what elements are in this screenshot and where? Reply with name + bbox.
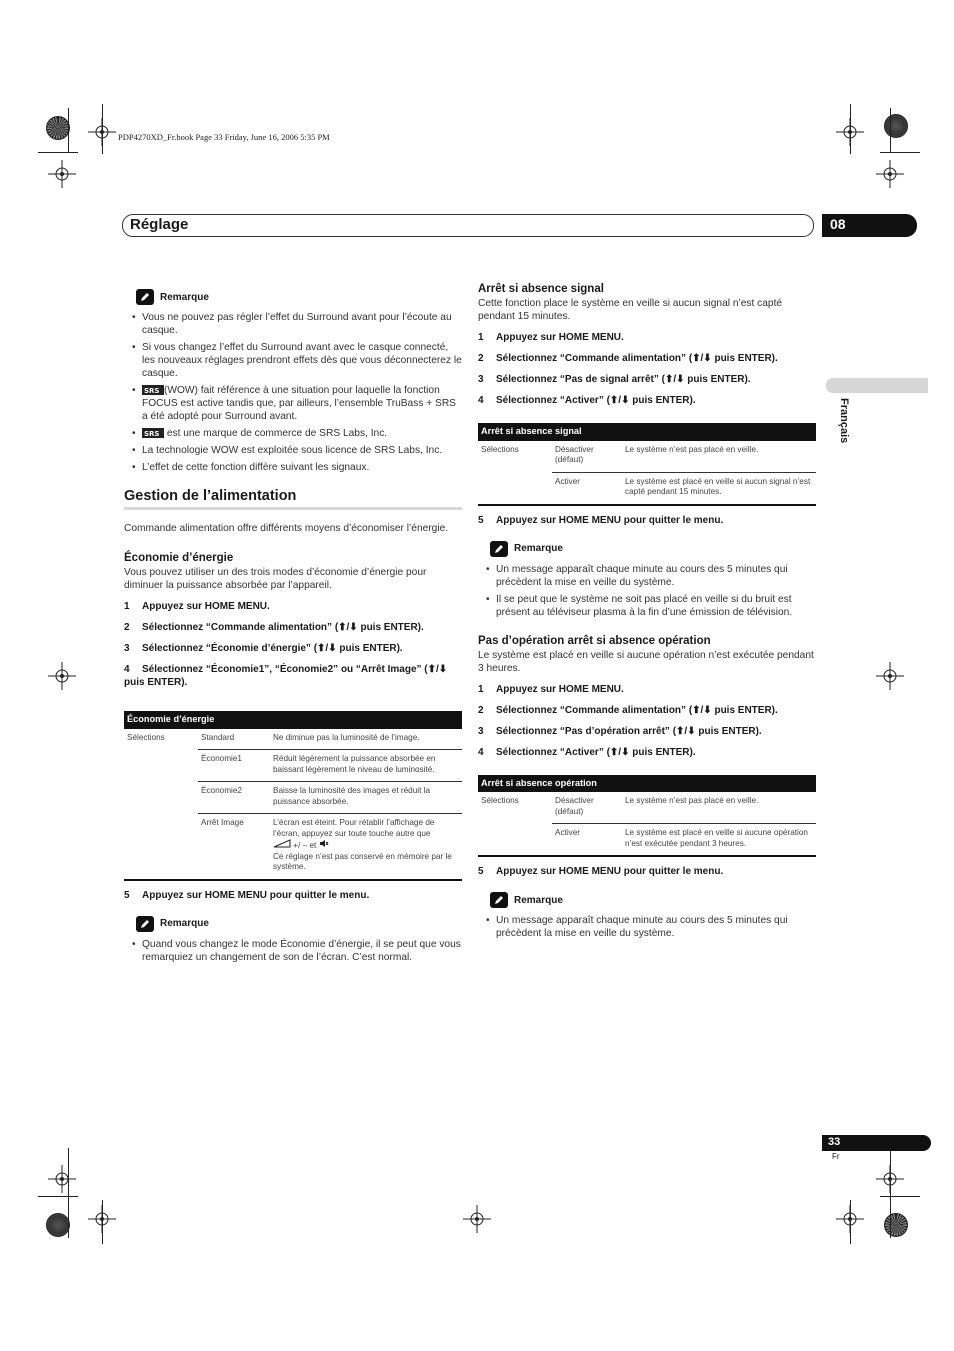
- table-cell: Désactiver (défaut): [555, 444, 594, 464]
- step-item: 5 Appuyez sur HOME MENU pour quitter le menu.: [478, 866, 724, 877]
- section-title: Gestion de l’alimentation: [124, 490, 462, 510]
- list-item: • Quand vous changez le mode Économie d’énergie, il se peut que vous remarquiez un changement de son de l’écran. C’est normal.: [124, 938, 462, 964]
- subsection-intro: Vous pouvez utiliser un des trois modes d’économie d’énergie pour diminuer la puissance absorbée par l’appareil.: [124, 567, 427, 591]
- crosshair-icon: [876, 160, 904, 188]
- list-item: • Vous ne pouvez pas régler l’effet du Surround avant pour l’écoute au casque.: [124, 311, 462, 337]
- table-cell: Économie2: [198, 782, 270, 814]
- settings-table: [478, 423, 816, 506]
- note-title: Remarque: [514, 543, 563, 554]
- page-number: 33: [822, 1135, 931, 1151]
- table-cell: Ne diminue pas la luminosité de l’image.: [273, 732, 420, 742]
- svg-text:SRS: • SRS: [144, 387, 160, 396]
- pencil-note-icon: [136, 289, 154, 305]
- table-cell: Baisse la luminosité des images et réduit la puissance absorbée.: [270, 782, 462, 814]
- table-header: Arrêt si absence opération: [478, 775, 816, 793]
- right-column: [478, 283, 816, 944]
- steps-list: [478, 514, 816, 527]
- steps-list: [478, 331, 816, 407]
- table-header: Arrêt si absence signal: [478, 423, 816, 441]
- step-item: 2 Sélectionnez “Commande alimentation” (⬆/⬇ puis ENTER).: [478, 353, 778, 364]
- note-title: Remarque: [514, 894, 563, 906]
- language-label: Français: [838, 398, 850, 444]
- registration-disc-icon: [46, 1213, 70, 1237]
- list-item: • SRS (WOW) fait référence à une situation pour laquelle la fonction FOCUS est active tandis que, par ailleurs, l’ensemble TruBass + SRS a été adopté pour Surround avant.: [124, 384, 462, 423]
- step-item: 3 Sélectionnez “Économie d’énergie” (⬆/⬇ puis ENTER).: [124, 643, 403, 654]
- note-list: [478, 914, 816, 940]
- list-item: • Un message apparaît chaque minute au cours des 5 minutes qui précèdent la mise en veille du système.: [478, 563, 816, 589]
- table-label: Sélections: [127, 732, 165, 742]
- subsection-intro: Le système est placé en veille si aucune opération n’est exécutée pendant 3 heures.: [478, 649, 814, 674]
- subsection-intro: Cette fonction place le système en veille si aucun signal n’est capté pendant 15 minutes.: [478, 298, 783, 322]
- table-label: Sélections: [481, 444, 519, 454]
- step-item: 1 Appuyez sur HOME MENU.: [124, 601, 270, 612]
- subsection-title: Pas d’opération arrêt si absence opération: [478, 634, 711, 647]
- srs-logo-icon: [142, 428, 164, 438]
- table-cell: Le système n’est pas placé en veille.: [625, 796, 759, 805]
- table-cell: Arrêt Image: [198, 814, 270, 880]
- registration-disc-icon: [46, 116, 70, 140]
- table-header: Économie d’énergie: [124, 711, 462, 729]
- steps-list: [478, 865, 816, 878]
- volume-icon: [273, 839, 291, 848]
- step-item: 4 Sélectionnez “Activer” (⬆/⬇ puis ENTER).: [478, 746, 696, 758]
- mute-icon: [319, 839, 329, 848]
- table-cell: Le système n’est pas placé en veille.: [625, 444, 759, 454]
- crosshair-icon: [48, 160, 76, 188]
- table-cell: Le système est placé en veille si aucune opération n’est exécutée pendant 3 heures.: [622, 824, 816, 857]
- subsection-title: Économie d’énergie: [124, 552, 234, 564]
- registration-disc-icon: [884, 1213, 908, 1237]
- list-item: • Si vous changez l’effet du Surround avant avec le casque connecté, les nouveaux réglages prendront effets dès que vous déconnecterez le casque.: [124, 341, 462, 380]
- list-item: • La technologie WOW est exploitée sous licence de SRS Labs, Inc.: [124, 444, 462, 457]
- pencil-note-icon: [490, 892, 508, 908]
- note-heading: [490, 892, 816, 908]
- table-cell: Le système est placé en veille si aucun signal n’est capté pendant 15 minutes.: [622, 472, 816, 505]
- srs-logo-icon: [142, 385, 164, 395]
- subsection-title: Arrêt si absence signal: [478, 283, 604, 295]
- step-item: 1 Appuyez sur HOME MENU.: [478, 332, 624, 343]
- steps-list: [124, 889, 462, 902]
- page-language: Fr: [832, 1152, 840, 1161]
- list-item: • SRS est une marque de commerce de SRS Labs, Inc.: [124, 427, 462, 440]
- list-item: • Il se peut que le système ne soit pas placé en veille si du bruit est présent au téléviseur plasma à la fin d’une émission de télévision.: [478, 593, 816, 619]
- registration-disc-icon: [884, 114, 908, 138]
- chapter-bar: [122, 214, 814, 237]
- settings-table: [478, 775, 816, 858]
- crosshair-icon: [48, 1165, 76, 1193]
- step-item: 3 Sélectionnez “Pas de signal arrêt” (⬆/⬇ puis ENTER).: [478, 374, 751, 385]
- step-item: 5 Appuyez sur HOME MENU pour quitter le menu.: [124, 889, 370, 901]
- steps-list: [478, 683, 816, 759]
- book-info-line: PDP4270XD_Fr.book Page 33 Friday, June 16, 2006 5:35 PM: [118, 132, 330, 142]
- table-cell: Activer: [552, 824, 622, 857]
- pencil-note-icon: [490, 541, 508, 557]
- steps-list: [124, 600, 462, 689]
- left-column: [124, 289, 462, 968]
- crosshair-icon: [876, 662, 904, 690]
- chapter-number: 08: [822, 214, 917, 237]
- table-cell: Standard: [201, 732, 235, 742]
- note-list: [478, 563, 816, 619]
- table-cell: Activer: [552, 472, 622, 505]
- table-cell: Économie1: [198, 750, 270, 782]
- table-cell: Réduit légèrement la puissance absorbée en baissant légèrement le niveau de luminosité.: [270, 750, 462, 782]
- svg-text:SRS: • SRS: [144, 430, 160, 439]
- settings-table: [124, 711, 462, 881]
- crosshair-icon: [48, 662, 76, 690]
- step-item: 4 Sélectionnez “Économie1”, “Économie2” ou “Arrêt Image” (⬆/⬇ puis ENTER).: [124, 664, 448, 688]
- table-cell: Désactiver (défaut): [555, 796, 594, 816]
- step-item: 3 Sélectionnez “Pas d’opération arrêt” (⬆/⬇ puis ENTER).: [478, 725, 762, 737]
- list-item: • Un message apparaît chaque minute au cours des 5 minutes qui précèdent la mise en veille du système.: [478, 914, 816, 940]
- table-label: Sélections: [481, 796, 519, 805]
- table-cell: L’écran est éteint. Pour rétablir l’affichage de l’écran, appuyez sur toute touche autre que +/ – et Ce réglage n’est pas conservé en mémoire par le système.: [270, 814, 462, 880]
- pencil-note-icon: [136, 916, 154, 932]
- note-title: Remarque: [160, 291, 209, 303]
- note-heading: [136, 916, 462, 932]
- language-tab: [826, 378, 928, 393]
- note-list: [124, 938, 462, 964]
- note-heading: [490, 541, 816, 557]
- section-intro: Commande alimentation offre différents moyens d’économiser l’énergie.: [124, 523, 449, 534]
- note-heading: [136, 289, 462, 305]
- chapter-title: Réglage: [130, 216, 189, 233]
- step-item: 2 Sélectionnez “Commande alimentation” (⬆/⬇ puis ENTER).: [478, 704, 778, 716]
- list-item: • L’effet de cette fonction diffère suivant les signaux.: [124, 461, 462, 474]
- note-list: [124, 311, 462, 474]
- step-item: 5 Appuyez sur HOME MENU pour quitter le menu.: [478, 514, 724, 526]
- crosshair-icon: [463, 1205, 491, 1233]
- step-item: 4 Sélectionnez “Activer” (⬆/⬇ puis ENTER).: [478, 395, 696, 406]
- step-item: 1 Appuyez sur HOME MENU.: [478, 683, 624, 695]
- step-item: 2 Sélectionnez “Commande alimentation” (⬆/⬇ puis ENTER).: [124, 622, 424, 633]
- note-title: Remarque: [160, 918, 209, 929]
